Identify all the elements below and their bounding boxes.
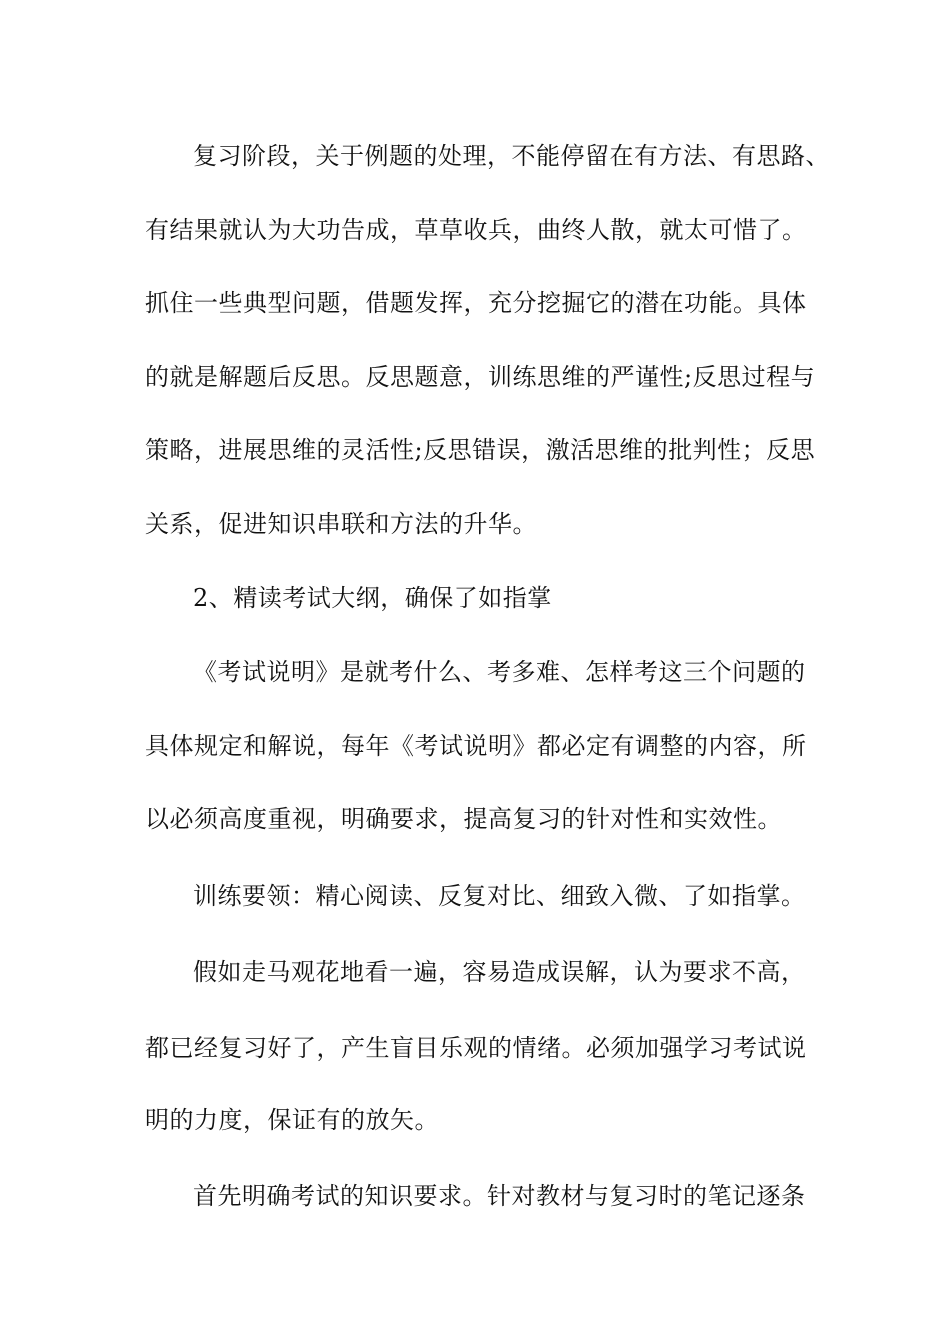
- paragraph-line: 有结果就认为大功告成，草草收兵，曲终人散，就太可惜了。: [145, 216, 807, 244]
- paragraph-line: 抓住一些典型问题，借题发挥，充分挖掘它的潜在功能。具体: [145, 289, 807, 317]
- paragraph-line: 首先明确考试的知识要求。针对教材与复习时的笔记逐条: [193, 1182, 806, 1210]
- paragraph-line: 复习阶段，关于例题的处理，不能停留在有方法、有思路、: [193, 142, 830, 170]
- paragraph-line: 训练要领：精心阅读、反复对比、细致入微、了如指掌。: [193, 882, 806, 910]
- section-heading: 2、精读考试大纲，确保了如指掌: [193, 584, 552, 612]
- paragraph-line: 都已经复习好了，产生盲目乐观的情绪。必须加强学习考试说: [145, 1034, 807, 1062]
- paragraph-line: 策略，进展思维的灵活性;反思错误，激活思维的批判性；反思: [145, 436, 816, 464]
- paragraph-line: 具体规定和解说，每年《考试说明》都必定有调整的内容，所: [145, 732, 807, 760]
- paragraph-line: 明的力度，保证有的放矢。: [145, 1106, 439, 1134]
- paragraph-line: 以必须高度重视，明确要求，提高复习的针对性和实效性。: [145, 805, 782, 833]
- paragraph-line: 假如走马观花地看一遍，容易造成误解，认为要求不高，: [193, 958, 806, 986]
- paragraph-line: 关系，促进知识串联和方法的升华。: [145, 510, 537, 538]
- paragraph-line: 的就是解题后反思。反思题意，训练思维的严谨性;反思过程与: [145, 363, 816, 391]
- paragraph-line: 《考试说明》是就考什么、考多难、怎样考这三个问题的: [193, 658, 806, 686]
